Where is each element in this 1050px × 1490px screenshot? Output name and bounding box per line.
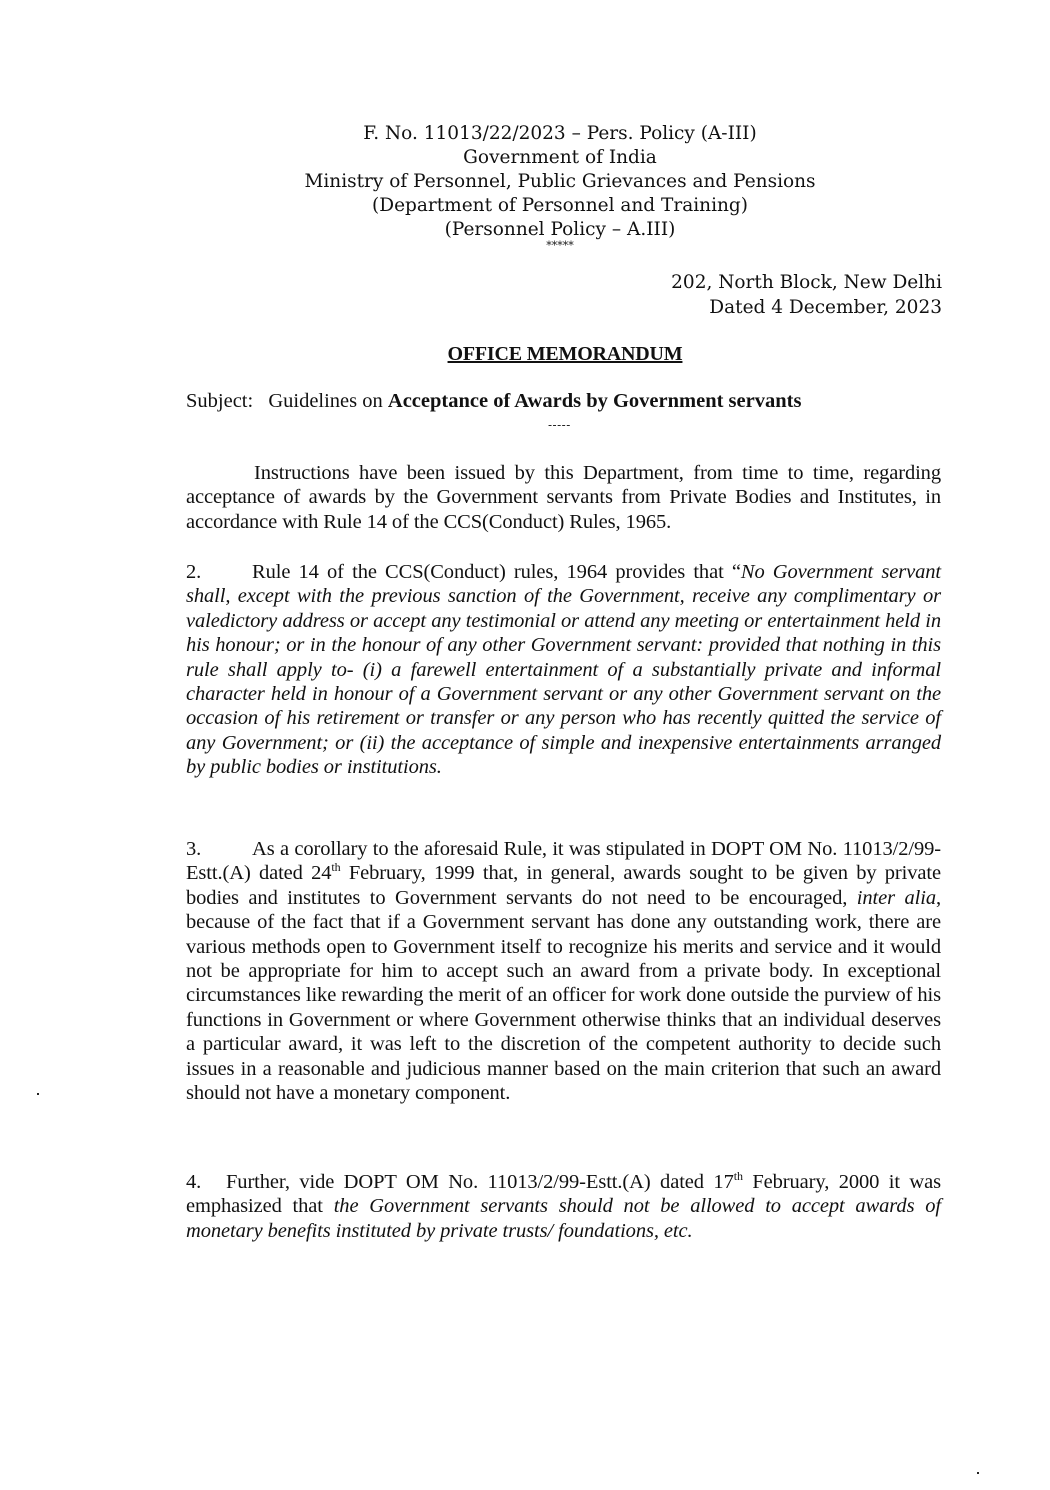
paragraph-1 — [186, 461, 941, 534]
paragraph-4-text: February, 2000 it was emphasized that — [186, 1171, 941, 1218]
scan-speck — [37, 1093, 39, 1095]
scan-speck — [977, 1472, 979, 1474]
file-number: F. No. 11013/22/2023 – Pers. Policy (A-III) — [363, 123, 757, 144]
subject-separator: ----- — [548, 418, 571, 432]
paragraph-number: 3. — [186, 838, 202, 860]
rule-14-quote: No Government servant shall, except with the previous sanction of the Government, receive any complimentary or valedictory address or accept any testimonial or attend any meeting or entertainment held in his honour; or in the honour of any other Government servant: provided that nothing in this rule shall apply to- (i) a farewell entertainment of a substantially private and informal character held in honour of a Government servant or any other Government servant on the occasion of his retirement or transfer or any person who has recently quitted the service of any Government; or (ii) the acceptance of simple and inexpensive entertainments arranged by public bodies or institutions. — [186, 561, 941, 779]
paragraph-3-text: , because of the fact that if a Government servant has done any outstanding work, there are various methods open to Government itself to recognize his merits and service and it would not be appropriate for him to accept such an award from a private body. In exceptional circumstances like rewarding the merit of an officer for work done outside the purview of his functions in Government or where Government otherwise thinks that an individual deserves a particular award, it was left to the discretion of the competent authority to decide such issues in a reasonable and judicious manner based on the main criterion that such an award should not have a monetary component. — [186, 886, 942, 1105]
department-name: (Department of Personnel and Training) — [372, 195, 748, 216]
ordinal-suffix: th — [331, 860, 341, 875]
letterhead — [250, 122, 870, 252]
subject-label: Subject: — [186, 390, 254, 412]
paragraph-1-text: Instructions have been issued by this Department, from time to time, regarding acceptance of awards by the Government servants from Private Bodies and Institutes, in accordance with Rule 14 of the CCS(Conduct) Rules, 1965. — [186, 462, 941, 533]
subject-text: Acceptance of Awards by Government servants — [387, 390, 802, 412]
memo-title: OFFICE MEMORANDUM — [447, 343, 683, 365]
paragraph-2 — [186, 560, 941, 780]
address-block — [671, 270, 942, 320]
paragraph-number: 4. — [186, 1171, 202, 1193]
subject-line — [186, 390, 801, 413]
paragraph-4-text: Further, vide DOPT OM No. 11013/2/99-Estt.(A) dated 17 — [226, 1171, 734, 1193]
ordinal-suffix: th — [733, 1169, 743, 1184]
memo-date: Dated 4 December, 2023 — [709, 297, 942, 318]
section-name: (Personnel Policy – A.III) — [444, 219, 676, 240]
paragraph-2-intro: Rule 14 of the CCS(Conduct) rules, 1964 provides that “ — [252, 561, 741, 583]
paragraph-number: 2. — [186, 561, 202, 583]
paragraph-4 — [186, 1170, 941, 1243]
government-name: Government of India — [463, 147, 657, 168]
paragraph-3-text: As a corollary to the aforesaid Rule, it was stipulated in DOPT OM No. 11013/2/99-Estt.(A) dated 24 — [186, 838, 941, 885]
paragraph-3-text: February, 1999 that, in general, awards sought to be given by private bodies and institutes to Government servants do not need to be encouraged, — [186, 862, 941, 909]
latin-phrase: inter alia — [856, 886, 936, 909]
subject-prefix: Guidelines on — [268, 390, 383, 412]
ministry-name: Ministry of Personnel, Public Grievances and Pensions — [304, 171, 816, 192]
paragraph-3 — [186, 837, 941, 1105]
header-separator: ***** — [546, 239, 574, 252]
emphasized-directive: the Government servants should not be allowed to accept awards of monetary benefits instituted by private trusts/ foundations, etc. — [186, 1195, 941, 1242]
office-location: 202, North Block, New Delhi — [671, 272, 942, 293]
